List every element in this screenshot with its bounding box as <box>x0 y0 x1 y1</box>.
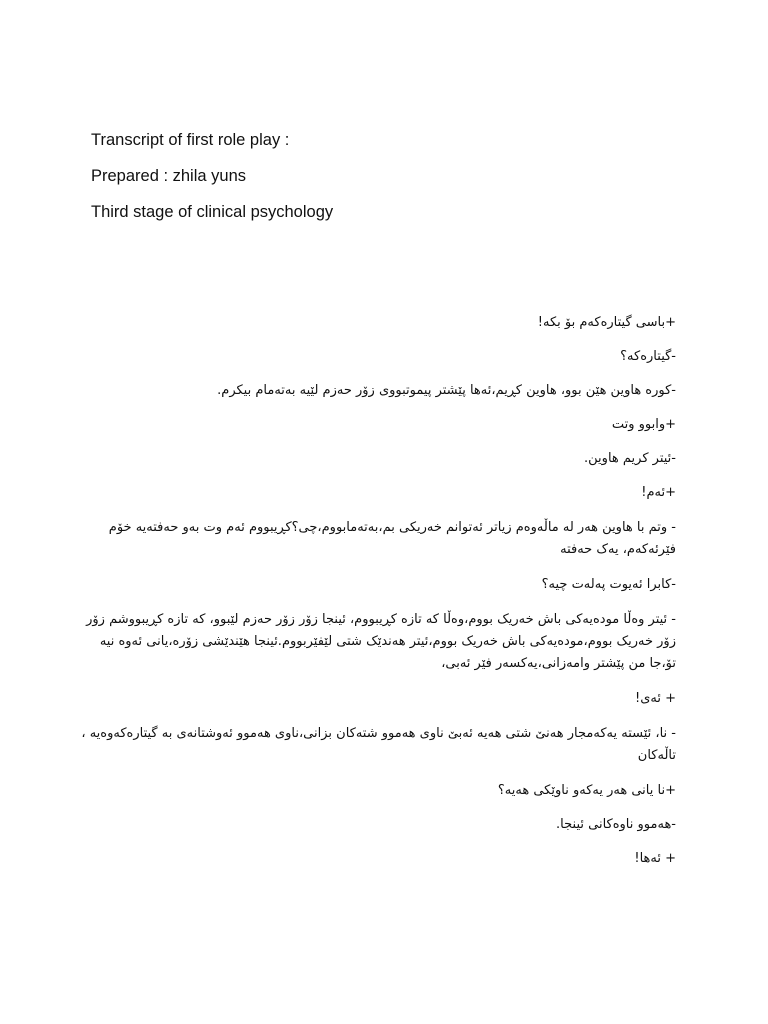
prepared-by: Prepared : zhila yuns <box>91 167 247 185</box>
transcript-line: -ئیتر کریم هاوین. <box>584 451 676 466</box>
document-title: Transcript of first role play : <box>91 131 290 149</box>
transcript-line: - وتم با هاوین هەر لە ماڵەوەم زیاتر ئەتوانم خەریکی بم،بەتەمابووم،چی؟کڕیبووم ئەم وت بەو حەفتەیە خۆم فێرئەکەم، یەک حەفتە <box>108 520 676 557</box>
transcript-line: +باسی گیتارەکەم بۆ بکە! <box>537 315 676 330</box>
transcript-body <box>80 313 676 883</box>
transcript-line: - نا، ئێستە یەکەمجار هەنێ شتی هەیە ئەبێ ناوی هەموو شتەکان بزانی،ناوی هەموو ئەوشتانەی بە گیتارەکەوەیە ، تاڵەکان <box>81 726 676 763</box>
transcript-line: +وابوو وتت <box>611 417 676 432</box>
transcript-line: -کورە هاوین هێن بوو، هاوین کڕیم،ئەها پێشتر پیموتبووی زۆر حەزم لێیە بەتەمام بیکرم. <box>217 383 676 398</box>
course-stage: Third stage of clinical psychology <box>91 203 334 221</box>
transcript-line: -کابرا ئەیوت پەلەت چیە؟ <box>541 577 676 592</box>
transcript-line: +ئەم! <box>641 485 676 500</box>
transcript-line: + ئەی! <box>635 691 676 706</box>
transcript-line: -گیتارەکە؟ <box>620 349 676 364</box>
transcript-line: - ئیتر وەڵا مودەیەکی باش خەریک بووم،وەڵا کە تازە کڕیبووم، ئینجا زۆر زۆر حەزم لێبوو، کە تازە کڕیبووشم زۆر زۆر خەریک بووم،مودەیەکی باش خەریک بووم،ئیتر هەندێک شتی لێفێربووم.ئینجا هێندێشی زۆرە،یانی ئەوە نیە تۆ،جا من پێشتر وامەزانی،یەکسەر فێر ئەبی، <box>86 612 676 671</box>
transcript-line: +نا یانی هەر یەکەو ناوێکی هەیە؟ <box>497 783 676 798</box>
document-header <box>91 122 691 230</box>
transcript-line: -هەموو ناوەکانی ئینجا. <box>556 817 676 832</box>
transcript-line: + ئەها! <box>634 851 676 866</box>
